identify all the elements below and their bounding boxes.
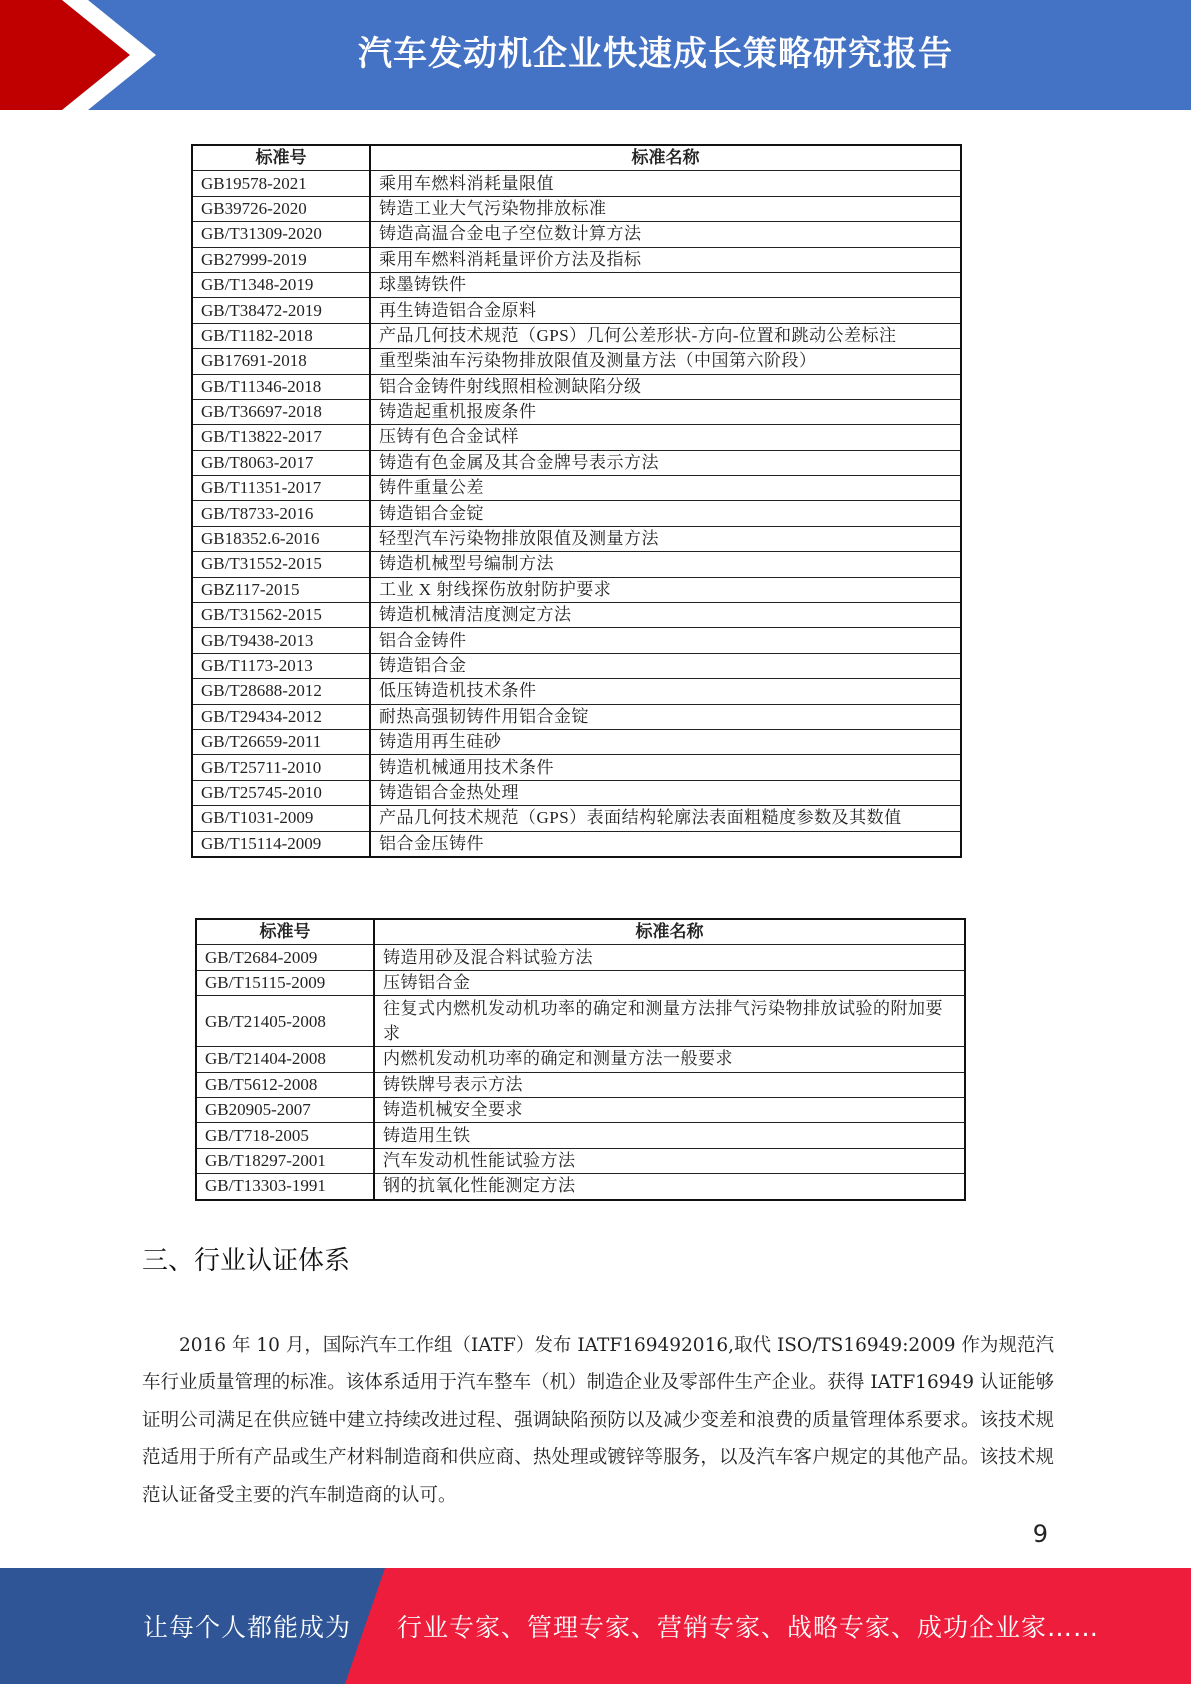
standard-code: GB/T21405-2008 bbox=[196, 996, 374, 1047]
standard-code: GB27999-2019 bbox=[192, 247, 370, 272]
standard-code: GB19578-2021 bbox=[192, 171, 370, 196]
standard-name: 铸造机械通用技术条件 bbox=[370, 755, 961, 780]
standard-name: 乘用车燃料消耗量限值 bbox=[370, 171, 961, 196]
standard-name: 铸造用生铁 bbox=[374, 1123, 965, 1148]
page-number: 9 bbox=[1032, 1520, 1048, 1548]
standard-name: 铝合金铸件 bbox=[370, 628, 961, 653]
table-row bbox=[192, 755, 961, 780]
standard-name: 铸造机械清洁度测定方法 bbox=[370, 603, 961, 628]
standard-name: 压铸铝合金 bbox=[374, 970, 965, 995]
table-row bbox=[192, 450, 961, 475]
standard-code: GB/T25711-2010 bbox=[192, 755, 370, 780]
table-row bbox=[192, 196, 961, 221]
table-row bbox=[192, 171, 961, 196]
standard-code: GB/T15114-2009 bbox=[192, 831, 370, 857]
table-row bbox=[192, 298, 961, 323]
standard-name: 铸铁牌号表示方法 bbox=[374, 1072, 965, 1097]
footer-slogan-right: 行业专家、管理专家、营销专家、战略专家、成功企业家…… bbox=[397, 1613, 1100, 1642]
standard-code: GB/T2684-2009 bbox=[196, 945, 374, 970]
standard-name: 球墨铸铁件 bbox=[370, 272, 961, 297]
table-row bbox=[192, 552, 961, 577]
standard-code: GB/T8733-2016 bbox=[192, 501, 370, 526]
table-row bbox=[192, 780, 961, 805]
standard-code: GB/T13303-1991 bbox=[196, 1174, 374, 1200]
standard-code: GB/T11346-2018 bbox=[192, 374, 370, 399]
standard-code: GB/T1348-2019 bbox=[192, 272, 370, 297]
table-row bbox=[192, 831, 961, 857]
standard-name: 轻型汽车污染物排放限值及测量方法 bbox=[370, 526, 961, 551]
standard-code: GB20905-2007 bbox=[196, 1097, 374, 1122]
standard-code: GB/T718-2005 bbox=[196, 1123, 374, 1148]
table-row bbox=[196, 1174, 965, 1200]
standards-table-1 bbox=[191, 144, 962, 858]
table-row bbox=[196, 945, 965, 970]
standard-name: 产品几何技术规范（GPS）几何公差形状-方向-位置和跳动公差标注 bbox=[370, 323, 961, 348]
column-header-name: 标准名称 bbox=[374, 919, 965, 945]
standard-name: 乘用车燃料消耗量评价方法及指标 bbox=[370, 247, 961, 272]
table-header-row bbox=[192, 145, 961, 171]
table-row bbox=[192, 501, 961, 526]
standard-code: GB17691-2018 bbox=[192, 349, 370, 374]
standard-code: GB/T15115-2009 bbox=[196, 970, 374, 995]
standard-name: 钢的抗氧化性能测定方法 bbox=[374, 1174, 965, 1200]
table-row bbox=[192, 374, 961, 399]
standard-name: 铸造工业大气污染物排放标准 bbox=[370, 196, 961, 221]
table-row bbox=[192, 247, 961, 272]
standard-code: GB/T21404-2008 bbox=[196, 1047, 374, 1072]
table-header-row bbox=[196, 919, 965, 945]
standard-code: GB/T1182-2018 bbox=[192, 323, 370, 348]
header-arrow-decoration bbox=[0, 0, 260, 110]
table-row bbox=[192, 526, 961, 551]
table-row bbox=[196, 996, 965, 1047]
standard-name: 铸造机械安全要求 bbox=[374, 1097, 965, 1122]
standard-name: 铸造起重机报废条件 bbox=[370, 399, 961, 424]
table-row bbox=[196, 1097, 965, 1122]
standard-name: 内燃机发动机功率的确定和测量方法一般要求 bbox=[374, 1047, 965, 1072]
standard-code: GB/T11351-2017 bbox=[192, 476, 370, 501]
standard-name: 低压铸造机技术条件 bbox=[370, 679, 961, 704]
table-row bbox=[192, 323, 961, 348]
standard-name: 铸造有色金属及其合金牌号表示方法 bbox=[370, 450, 961, 475]
table-row bbox=[192, 679, 961, 704]
table-row bbox=[192, 476, 961, 501]
standard-code: GB39726-2020 bbox=[192, 196, 370, 221]
standard-name: 铸造铝合金热处理 bbox=[370, 780, 961, 805]
standard-code: GB/T36697-2018 bbox=[192, 399, 370, 424]
table-row bbox=[196, 1148, 965, 1173]
standard-code: GB/T5612-2008 bbox=[196, 1072, 374, 1097]
table-row bbox=[192, 653, 961, 678]
standard-name: 压铸有色合金试样 bbox=[370, 425, 961, 450]
standard-code: GB/T1031-2009 bbox=[192, 806, 370, 831]
standard-name: 铸造高温合金电子空位数计算方法 bbox=[370, 222, 961, 247]
table-row bbox=[192, 704, 961, 729]
standard-name: 铸造机械型号编制方法 bbox=[370, 552, 961, 577]
standard-code: GB/T1173-2013 bbox=[192, 653, 370, 678]
section-paragraph: 2016 年 10 月，国际汽车工作组（IATF）发布 IATF169492016,取代 ISO/TS16949:2009 作为规范汽车行业质量管理的标准。该体系适用于汽车整车（机）制造企业及零部件生产企业。获得 IATF16949 认证能够证明公司满足在供应链中建立持续改进过程、强调缺陷预防以及减少变差和浪费的质量管理体系要求。该技术规范适用于所有产品或生产材料制造商和供应商、热处理或镀锌等服务，以及汽车客户规定的其他产品。该技术规范认证备受主要的汽车制造商的认可。 bbox=[142, 1334, 1054, 1506]
footer-slogan-left: 让每个人都能成为 bbox=[143, 1613, 352, 1642]
standard-code: GB/T9438-2013 bbox=[192, 628, 370, 653]
table-row bbox=[196, 1047, 965, 1072]
standard-code: GB/T31562-2015 bbox=[192, 603, 370, 628]
page-footer bbox=[0, 1568, 1191, 1684]
standard-name: 耐热高强韧铸件用铝合金锭 bbox=[370, 704, 961, 729]
standard-code: GB18352.6-2016 bbox=[192, 526, 370, 551]
standard-code: GB/T29434-2012 bbox=[192, 704, 370, 729]
table-row bbox=[192, 349, 961, 374]
table-row bbox=[192, 729, 961, 754]
table-row bbox=[192, 806, 961, 831]
standard-name: 产品几何技术规范（GPS）表面结构轮廓法表面粗糙度参数及其数值 bbox=[370, 806, 961, 831]
standard-name: 铸件重量公差 bbox=[370, 476, 961, 501]
table-row bbox=[192, 628, 961, 653]
table-row bbox=[192, 425, 961, 450]
page-header-title: 汽车发动机企业快速成长策略研究报告 bbox=[358, 34, 953, 74]
standard-name: 工业 X 射线探伤放射防护要求 bbox=[370, 577, 961, 602]
table-row bbox=[196, 1072, 965, 1097]
table-row bbox=[192, 399, 961, 424]
standard-code: GB/T31309-2020 bbox=[192, 222, 370, 247]
standard-code: GB/T28688-2012 bbox=[192, 679, 370, 704]
standard-name: 汽车发动机性能试验方法 bbox=[374, 1148, 965, 1173]
standard-name: 铸造铝合金 bbox=[370, 653, 961, 678]
standard-code: GB/T38472-2019 bbox=[192, 298, 370, 323]
standard-name: 往复式内燃机发动机功率的确定和测量方法排气污染物排放试验的附加要求 bbox=[374, 996, 965, 1047]
standard-code: GB/T13822-2017 bbox=[192, 425, 370, 450]
standard-code: GB/T26659-2011 bbox=[192, 729, 370, 754]
standard-code: GBZ117-2015 bbox=[192, 577, 370, 602]
standard-name: 铸造用再生硅砂 bbox=[370, 729, 961, 754]
table-row bbox=[196, 1123, 965, 1148]
standard-name: 重型柴油车污染物排放限值及测量方法（中国第六阶段） bbox=[370, 349, 961, 374]
table-row bbox=[192, 272, 961, 297]
table-row bbox=[196, 970, 965, 995]
standard-name: 铝合金铸件射线照相检测缺陷分级 bbox=[370, 374, 961, 399]
section-heading: 三、行业认证体系 bbox=[142, 1246, 351, 1276]
standard-code: GB/T8063-2017 bbox=[192, 450, 370, 475]
standard-name: 再生铸造铝合金原料 bbox=[370, 298, 961, 323]
page-header bbox=[0, 0, 1191, 110]
column-header-code: 标准号 bbox=[192, 145, 370, 171]
table-row bbox=[192, 577, 961, 602]
table-row bbox=[192, 603, 961, 628]
standard-name: 铸造用砂及混合料试验方法 bbox=[374, 945, 965, 970]
standard-code: GB/T31552-2015 bbox=[192, 552, 370, 577]
standard-name: 铝合金压铸件 bbox=[370, 831, 961, 857]
standards-table-2 bbox=[195, 918, 966, 1201]
table-row bbox=[192, 222, 961, 247]
column-header-code: 标准号 bbox=[196, 919, 374, 945]
standard-name: 铸造铝合金锭 bbox=[370, 501, 961, 526]
column-header-name: 标准名称 bbox=[370, 145, 961, 171]
standard-code: GB/T18297-2001 bbox=[196, 1148, 374, 1173]
standard-code: GB/T25745-2010 bbox=[192, 780, 370, 805]
